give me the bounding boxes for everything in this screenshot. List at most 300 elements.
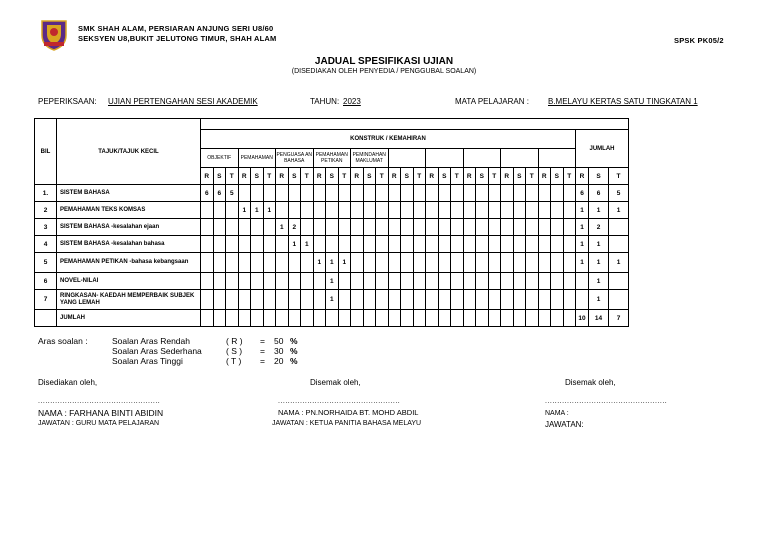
row-cell: [563, 290, 576, 310]
row-total: 1: [576, 253, 589, 273]
row-cell: [363, 185, 376, 202]
row-cell: [276, 253, 289, 273]
row-cell: [438, 310, 451, 327]
row-cell: [376, 290, 389, 310]
row-cell: [276, 202, 289, 219]
document-subtitle: (DISEDIAKAN OLEH PENYEDIA / PENGGUBAL SOALAN): [291, 68, 477, 75]
row-cell: [488, 202, 501, 219]
group-header: PEMAHAMAN PETIKAN: [313, 149, 351, 168]
exam-label: PEPERIKSAAN:: [38, 97, 97, 106]
checked-by-label-2: Disemak oleh,: [565, 378, 616, 387]
row-cell: [376, 273, 389, 290]
row-cell: [238, 273, 251, 290]
row-cell: [251, 273, 264, 290]
row-total: 6: [589, 185, 609, 202]
row-cell: 1: [313, 253, 326, 273]
header-blank: [201, 119, 629, 130]
row-cell: [426, 273, 439, 290]
level-header: S: [438, 168, 451, 185]
level-header: R: [501, 168, 514, 185]
row-bil: 7: [35, 290, 57, 310]
aras-name: Soalan Aras Sederhana: [112, 346, 202, 356]
level-header: S: [476, 168, 489, 185]
row-cell: [301, 290, 314, 310]
row-cell: [238, 185, 251, 202]
row-topic: NOVEL-NILAI: [57, 273, 201, 290]
row-cell: 1: [288, 236, 301, 253]
row-cell: [526, 290, 539, 310]
row-total: 1: [589, 236, 609, 253]
school-address-line2: SEKSYEN U8,BUKIT JELUTONG TIMUR, SHAH ALAM: [78, 34, 277, 43]
aras-pct: 50: [274, 336, 284, 346]
table-row: [35, 310, 629, 327]
row-cell: [276, 185, 289, 202]
total-level-header: S: [589, 168, 609, 185]
row-cell: [388, 290, 401, 310]
row-cell: [413, 219, 426, 236]
aras-name: Soalan Aras Rendah: [112, 336, 190, 346]
row-total: 1: [589, 290, 609, 310]
row-cell: [426, 185, 439, 202]
row-cell: [376, 310, 389, 327]
row-cell: [226, 219, 239, 236]
row-cell: [413, 185, 426, 202]
row-cell: [301, 273, 314, 290]
row-cell: [313, 185, 326, 202]
level-header: T: [526, 168, 539, 185]
row-cell: [526, 202, 539, 219]
row-cell: [526, 253, 539, 273]
row-cell: [388, 185, 401, 202]
row-topic: PEMAHAMAN PETIKAN -bahasa kebangsaan: [57, 253, 201, 273]
form-code: SPSK PK05/2: [674, 36, 724, 45]
row-cell: [513, 202, 526, 219]
row-cell: [338, 310, 351, 327]
row-topic: JUMLAH: [57, 310, 201, 327]
row-cell: [476, 253, 489, 273]
table-row: [35, 219, 629, 236]
level-header: T: [488, 168, 501, 185]
row-cell: [513, 219, 526, 236]
row-total: 14: [589, 310, 609, 327]
row-cell: [251, 310, 264, 327]
row-cell: [388, 273, 401, 290]
row-cell: [276, 273, 289, 290]
row-cell: [501, 310, 514, 327]
row-cell: [488, 219, 501, 236]
row-cell: [526, 219, 539, 236]
row-cell: [301, 310, 314, 327]
level-header: T: [301, 168, 314, 185]
row-cell: [526, 236, 539, 253]
row-cell: [563, 185, 576, 202]
aras-pct: 30: [274, 346, 284, 356]
row-cell: [351, 310, 364, 327]
row-cell: [438, 253, 451, 273]
row-cell: [313, 202, 326, 219]
aras-code: ( S ): [226, 346, 243, 356]
row-total: [609, 273, 629, 290]
row-cell: [463, 310, 476, 327]
row-cell: [501, 202, 514, 219]
row-bil: 3: [35, 219, 57, 236]
preparer-name: NAMA : FARHANA BINTI ABIDIN: [38, 408, 164, 418]
row-cell: [426, 290, 439, 310]
row-cell: [463, 290, 476, 310]
row-cell: [213, 273, 226, 290]
row-cell: [538, 219, 551, 236]
group-header: [426, 149, 464, 168]
row-cell: [463, 185, 476, 202]
level-header: T: [413, 168, 426, 185]
row-cell: [538, 273, 551, 290]
level-header: S: [551, 168, 564, 185]
row-cell: [476, 290, 489, 310]
row-total: 10: [576, 310, 589, 327]
level-header: R: [313, 168, 326, 185]
checker1-post: JAWATAN : KETUA PANITIA BAHASA MELAYU: [272, 420, 422, 427]
row-cell: [213, 290, 226, 310]
row-cell: [201, 290, 214, 310]
row-cell: [363, 310, 376, 327]
level-header: S: [251, 168, 264, 185]
row-cell: [363, 236, 376, 253]
row-cell: [226, 290, 239, 310]
row-cell: [263, 290, 276, 310]
row-cell: [463, 253, 476, 273]
row-cell: [401, 236, 414, 253]
row-cell: [438, 219, 451, 236]
row-cell: [388, 202, 401, 219]
row-cell: [413, 253, 426, 273]
row-cell: 1: [338, 253, 351, 273]
row-cell: [551, 219, 564, 236]
row-cell: [426, 219, 439, 236]
row-cell: [376, 253, 389, 273]
header-bil: BIL: [35, 119, 57, 185]
row-cell: [388, 219, 401, 236]
table-row: [35, 236, 629, 253]
row-bil: 5: [35, 253, 57, 273]
aras-code: ( R ): [226, 336, 243, 346]
row-cell: [326, 185, 339, 202]
row-cell: [501, 219, 514, 236]
row-cell: [313, 290, 326, 310]
row-total: [576, 273, 589, 290]
year-label: TAHUN:: [310, 97, 340, 106]
row-cell: [451, 253, 464, 273]
row-cell: [501, 185, 514, 202]
row-cell: [563, 219, 576, 236]
row-cell: [263, 253, 276, 273]
group-header: OBJEKTIF: [201, 149, 239, 168]
row-cell: 1: [276, 219, 289, 236]
row-cell: [288, 290, 301, 310]
row-cell: [426, 202, 439, 219]
row-cell: [476, 273, 489, 290]
level-header: S: [401, 168, 414, 185]
row-cell: [488, 273, 501, 290]
level-header: R: [351, 168, 364, 185]
row-cell: 1: [251, 202, 264, 219]
header-row-top: [35, 119, 629, 130]
total-level-header: T: [609, 168, 629, 185]
aras-sym: %: [290, 356, 298, 366]
row-cell: [213, 253, 226, 273]
level-header: T: [226, 168, 239, 185]
row-cell: [338, 202, 351, 219]
row-cell: [476, 236, 489, 253]
level-header: S: [288, 168, 301, 185]
row-cell: [513, 185, 526, 202]
row-cell: [326, 202, 339, 219]
row-cell: [438, 290, 451, 310]
row-total: 1: [589, 202, 609, 219]
level-header: R: [463, 168, 476, 185]
row-cell: [213, 310, 226, 327]
row-cell: [538, 310, 551, 327]
row-cell: [438, 236, 451, 253]
row-cell: [276, 310, 289, 327]
row-cell: [438, 185, 451, 202]
aras-code: ( T ): [226, 356, 242, 366]
row-cell: [463, 236, 476, 253]
row-cell: [251, 219, 264, 236]
checker1-name: NAMA : PN.NORHAIDA BT. MOHD ABDIL: [278, 408, 419, 417]
row-cell: [526, 185, 539, 202]
row-cell: [538, 185, 551, 202]
row-total: 7: [609, 310, 629, 327]
row-cell: [501, 253, 514, 273]
row-cell: [538, 253, 551, 273]
row-cell: [501, 290, 514, 310]
level-header: T: [376, 168, 389, 185]
row-cell: [351, 236, 364, 253]
row-cell: [488, 185, 501, 202]
level-header: T: [338, 168, 351, 185]
row-cell: [201, 310, 214, 327]
checker2-post: JAWATAN:: [545, 420, 584, 429]
row-cell: [288, 310, 301, 327]
row-cell: 1: [301, 236, 314, 253]
row-cell: [363, 253, 376, 273]
row-total: 1: [609, 253, 629, 273]
level-header: S: [326, 168, 339, 185]
year-value: 2023: [343, 97, 361, 106]
row-topic: PEMAHAMAN TEKS KOMSAS: [57, 202, 201, 219]
level-header: R: [538, 168, 551, 185]
row-total: 1: [609, 202, 629, 219]
row-cell: [351, 219, 364, 236]
row-cell: [301, 202, 314, 219]
table-row: [35, 290, 629, 310]
row-cell: [476, 202, 489, 219]
row-cell: [551, 202, 564, 219]
row-cell: [201, 273, 214, 290]
row-cell: [351, 290, 364, 310]
specification-table: [34, 118, 629, 327]
row-cell: [413, 290, 426, 310]
group-header: [463, 149, 501, 168]
row-cell: [488, 290, 501, 310]
row-cell: [201, 202, 214, 219]
document-title: JADUAL SPESIFIKASI UJIAN: [314, 56, 454, 67]
row-cell: [376, 185, 389, 202]
row-cell: [301, 219, 314, 236]
row-cell: [426, 253, 439, 273]
row-cell: [413, 310, 426, 327]
row-cell: [401, 219, 414, 236]
subject-value: B.MELAYU KERTAS SATU TINGKATAN 1: [548, 97, 698, 106]
signature-line-3: ..................................................: [545, 398, 668, 405]
group-header: PEMINDAHAN MAKLUMAT: [351, 149, 389, 168]
row-cell: [426, 310, 439, 327]
row-cell: [501, 236, 514, 253]
row-cell: [451, 310, 464, 327]
row-cell: [251, 236, 264, 253]
aras-eq: =: [260, 346, 265, 356]
row-cell: [326, 310, 339, 327]
row-bil: 2: [35, 202, 57, 219]
level-header: T: [451, 168, 464, 185]
row-cell: [288, 253, 301, 273]
row-cell: [263, 219, 276, 236]
row-cell: [563, 253, 576, 273]
aras-sym: %: [290, 346, 298, 356]
row-cell: [551, 290, 564, 310]
row-cell: 2: [288, 219, 301, 236]
row-cell: [488, 310, 501, 327]
row-cell: 6: [213, 185, 226, 202]
aras-eq: =: [260, 356, 265, 366]
row-cell: [263, 236, 276, 253]
header-construct: KONSTRUK / KEMAHIRAN: [201, 130, 576, 149]
row-cell: [238, 236, 251, 253]
level-header: S: [363, 168, 376, 185]
header-topic: TAJUK/TAJUK KECIL: [57, 119, 201, 185]
level-header: R: [201, 168, 214, 185]
row-cell: [388, 253, 401, 273]
row-cell: [251, 253, 264, 273]
row-cell: [463, 219, 476, 236]
row-cell: [351, 185, 364, 202]
row-cell: [463, 202, 476, 219]
aras-label: Aras soalan :: [38, 336, 88, 346]
row-total: [609, 236, 629, 253]
group-header: PENGUASA AN BAHASA: [276, 149, 314, 168]
row-cell: [213, 236, 226, 253]
row-cell: [563, 273, 576, 290]
row-cell: [438, 202, 451, 219]
aras-pct: 20: [274, 356, 284, 366]
row-cell: [376, 236, 389, 253]
row-cell: [551, 273, 564, 290]
row-cell: [351, 253, 364, 273]
row-cell: [476, 219, 489, 236]
row-cell: [401, 253, 414, 273]
row-cell: [276, 236, 289, 253]
row-total: [609, 290, 629, 310]
row-cell: [401, 290, 414, 310]
row-cell: [238, 219, 251, 236]
row-cell: [326, 219, 339, 236]
level-header: T: [563, 168, 576, 185]
subject-label: MATA PELAJARAN :: [455, 97, 529, 106]
school-address-line1: SMK SHAH ALAM, PERSIARAN ANJUNG SERI U8/60: [78, 24, 274, 33]
row-total: 5: [609, 185, 629, 202]
row-cell: [463, 273, 476, 290]
row-cell: [451, 202, 464, 219]
row-cell: [538, 290, 551, 310]
row-total: 2: [589, 219, 609, 236]
group-header: PEMAHAMAN: [238, 149, 276, 168]
row-cell: [563, 310, 576, 327]
row-cell: [563, 236, 576, 253]
row-cell: [263, 273, 276, 290]
row-cell: [413, 236, 426, 253]
row-cell: [238, 253, 251, 273]
row-cell: [213, 202, 226, 219]
aras-sym: %: [290, 336, 298, 346]
row-bil: 6: [35, 273, 57, 290]
row-cell: [338, 236, 351, 253]
row-cell: [276, 290, 289, 310]
table-row: [35, 185, 629, 202]
row-cell: [351, 202, 364, 219]
row-cell: [301, 253, 314, 273]
row-cell: [551, 253, 564, 273]
row-cell: [476, 185, 489, 202]
row-cell: [413, 273, 426, 290]
row-cell: [513, 310, 526, 327]
row-cell: [513, 290, 526, 310]
group-header: [538, 149, 576, 168]
row-cell: [201, 219, 214, 236]
row-cell: [401, 202, 414, 219]
checker2-name: NAMA :: [545, 410, 569, 417]
row-cell: [451, 185, 464, 202]
row-cell: [313, 219, 326, 236]
row-cell: [363, 219, 376, 236]
level-header: R: [388, 168, 401, 185]
row-cell: [513, 273, 526, 290]
level-header: S: [213, 168, 226, 185]
row-total: 6: [576, 185, 589, 202]
signature-line-2: ..................................................: [278, 398, 401, 405]
table-row: [35, 202, 629, 219]
row-cell: [313, 236, 326, 253]
table-row: [35, 253, 629, 273]
prepared-by-label: Disediakan oleh,: [38, 378, 98, 387]
row-cell: [438, 273, 451, 290]
row-cell: [201, 236, 214, 253]
row-cell: [338, 273, 351, 290]
row-total: 1: [589, 253, 609, 273]
total-level-header: R: [576, 168, 589, 185]
row-cell: [313, 310, 326, 327]
school-logo: [38, 17, 70, 51]
row-cell: [263, 185, 276, 202]
row-cell: 1: [326, 290, 339, 310]
checked-by-label-1: Disemak oleh,: [310, 378, 361, 387]
row-total: 1: [576, 202, 589, 219]
row-cell: [251, 185, 264, 202]
row-cell: [363, 290, 376, 310]
level-header: T: [263, 168, 276, 185]
row-cell: [451, 236, 464, 253]
signature-line-1: ..................................................: [38, 398, 161, 405]
row-cell: [551, 185, 564, 202]
